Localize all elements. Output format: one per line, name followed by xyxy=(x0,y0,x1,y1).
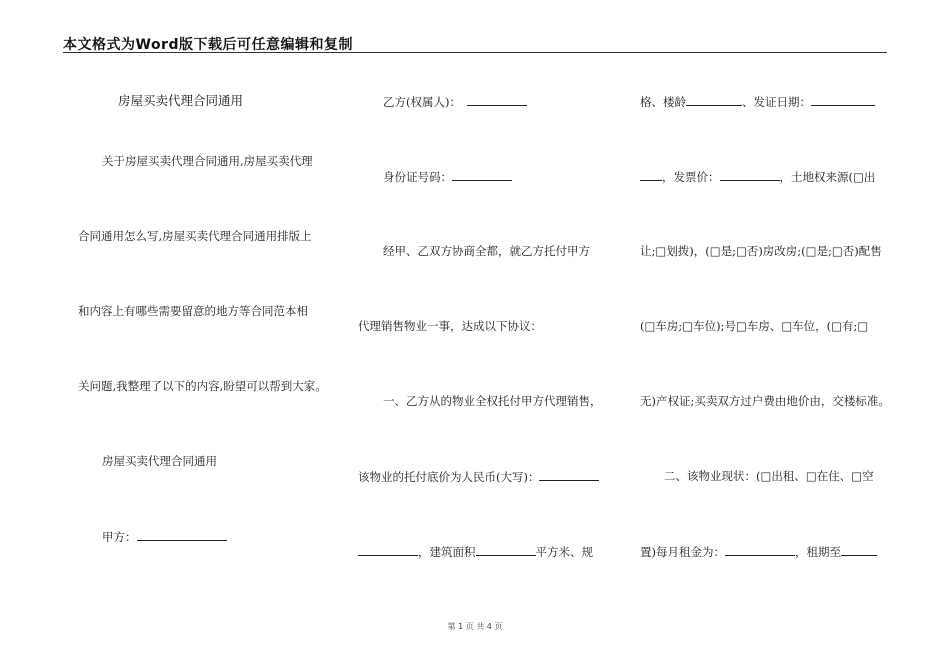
paragraph-line: 无)产权证;买卖双方过户费由地价由，交楼标准。 xyxy=(640,394,890,408)
paragraph-line: 合同通用怎么写,房屋买卖代理合同通用排版上 xyxy=(78,229,312,243)
header-title: 本文格式为Word版下载后可任意编辑和复制 xyxy=(63,37,353,53)
paragraph-line: 置)每月租金为： ，租期至 xyxy=(640,544,877,559)
blank-field xyxy=(640,169,662,181)
paragraph-line: ，发票价： ，土地权来源(□出 xyxy=(640,169,875,184)
section-heading: 房屋买卖代理合同通用 xyxy=(102,454,217,468)
id-number-line: 身份证号码： xyxy=(383,169,512,184)
blank-field xyxy=(137,529,227,541)
paragraph-line: 关问题,我整理了以下的内容,盼望可以帮到大家。 xyxy=(78,379,327,393)
clause-line: 二、该物业现状：(□出租、□在住、□空 xyxy=(664,469,874,483)
page-header xyxy=(63,30,887,53)
paragraph-line: 代理销售物业一事，达成以下协议： xyxy=(358,319,542,333)
document-title: 房屋买卖代理合同通用 xyxy=(118,93,244,108)
paragraph-line: 格、楼龄 、发证日期： xyxy=(640,94,875,109)
blank-field xyxy=(686,94,742,106)
blank-field xyxy=(720,169,780,181)
paragraph-line: 让;□划拨)，(□是;□否)房改房;(□是;□否)配售 xyxy=(640,244,882,258)
paragraph-line: 该物业的托付底价为人民币(大写)： xyxy=(358,469,599,484)
paragraph-line: 经甲、乙双方协商全都，就乙方托付甲方 xyxy=(383,244,590,258)
blank-field xyxy=(841,544,877,556)
paragraph-line: 关于房屋买卖代理合同通用,房屋买卖代理 xyxy=(102,154,313,168)
paragraph-line: (□车房;□车位);号□车房、□车位，(□有;□ xyxy=(640,319,869,333)
blank-field xyxy=(452,169,512,181)
party-a-line: 甲方： xyxy=(102,529,227,544)
page-number: 第 1 页 共 4 页 xyxy=(447,622,503,631)
blank-field xyxy=(476,544,536,556)
blank-field xyxy=(539,469,599,481)
clause-line: 一、乙方从的物业全权托付甲方代理销售， xyxy=(383,394,602,408)
blank-field xyxy=(358,544,418,556)
paragraph-line: 和内容上有哪些需要留意的地方等合同范本相 xyxy=(78,304,308,318)
blank-field xyxy=(811,94,875,106)
blank-field xyxy=(725,544,795,556)
blank-field xyxy=(467,94,527,106)
paragraph-line: ，建筑面积 平方米、规 xyxy=(358,544,593,559)
party-b-line: 乙方(权属人)： xyxy=(383,94,527,109)
